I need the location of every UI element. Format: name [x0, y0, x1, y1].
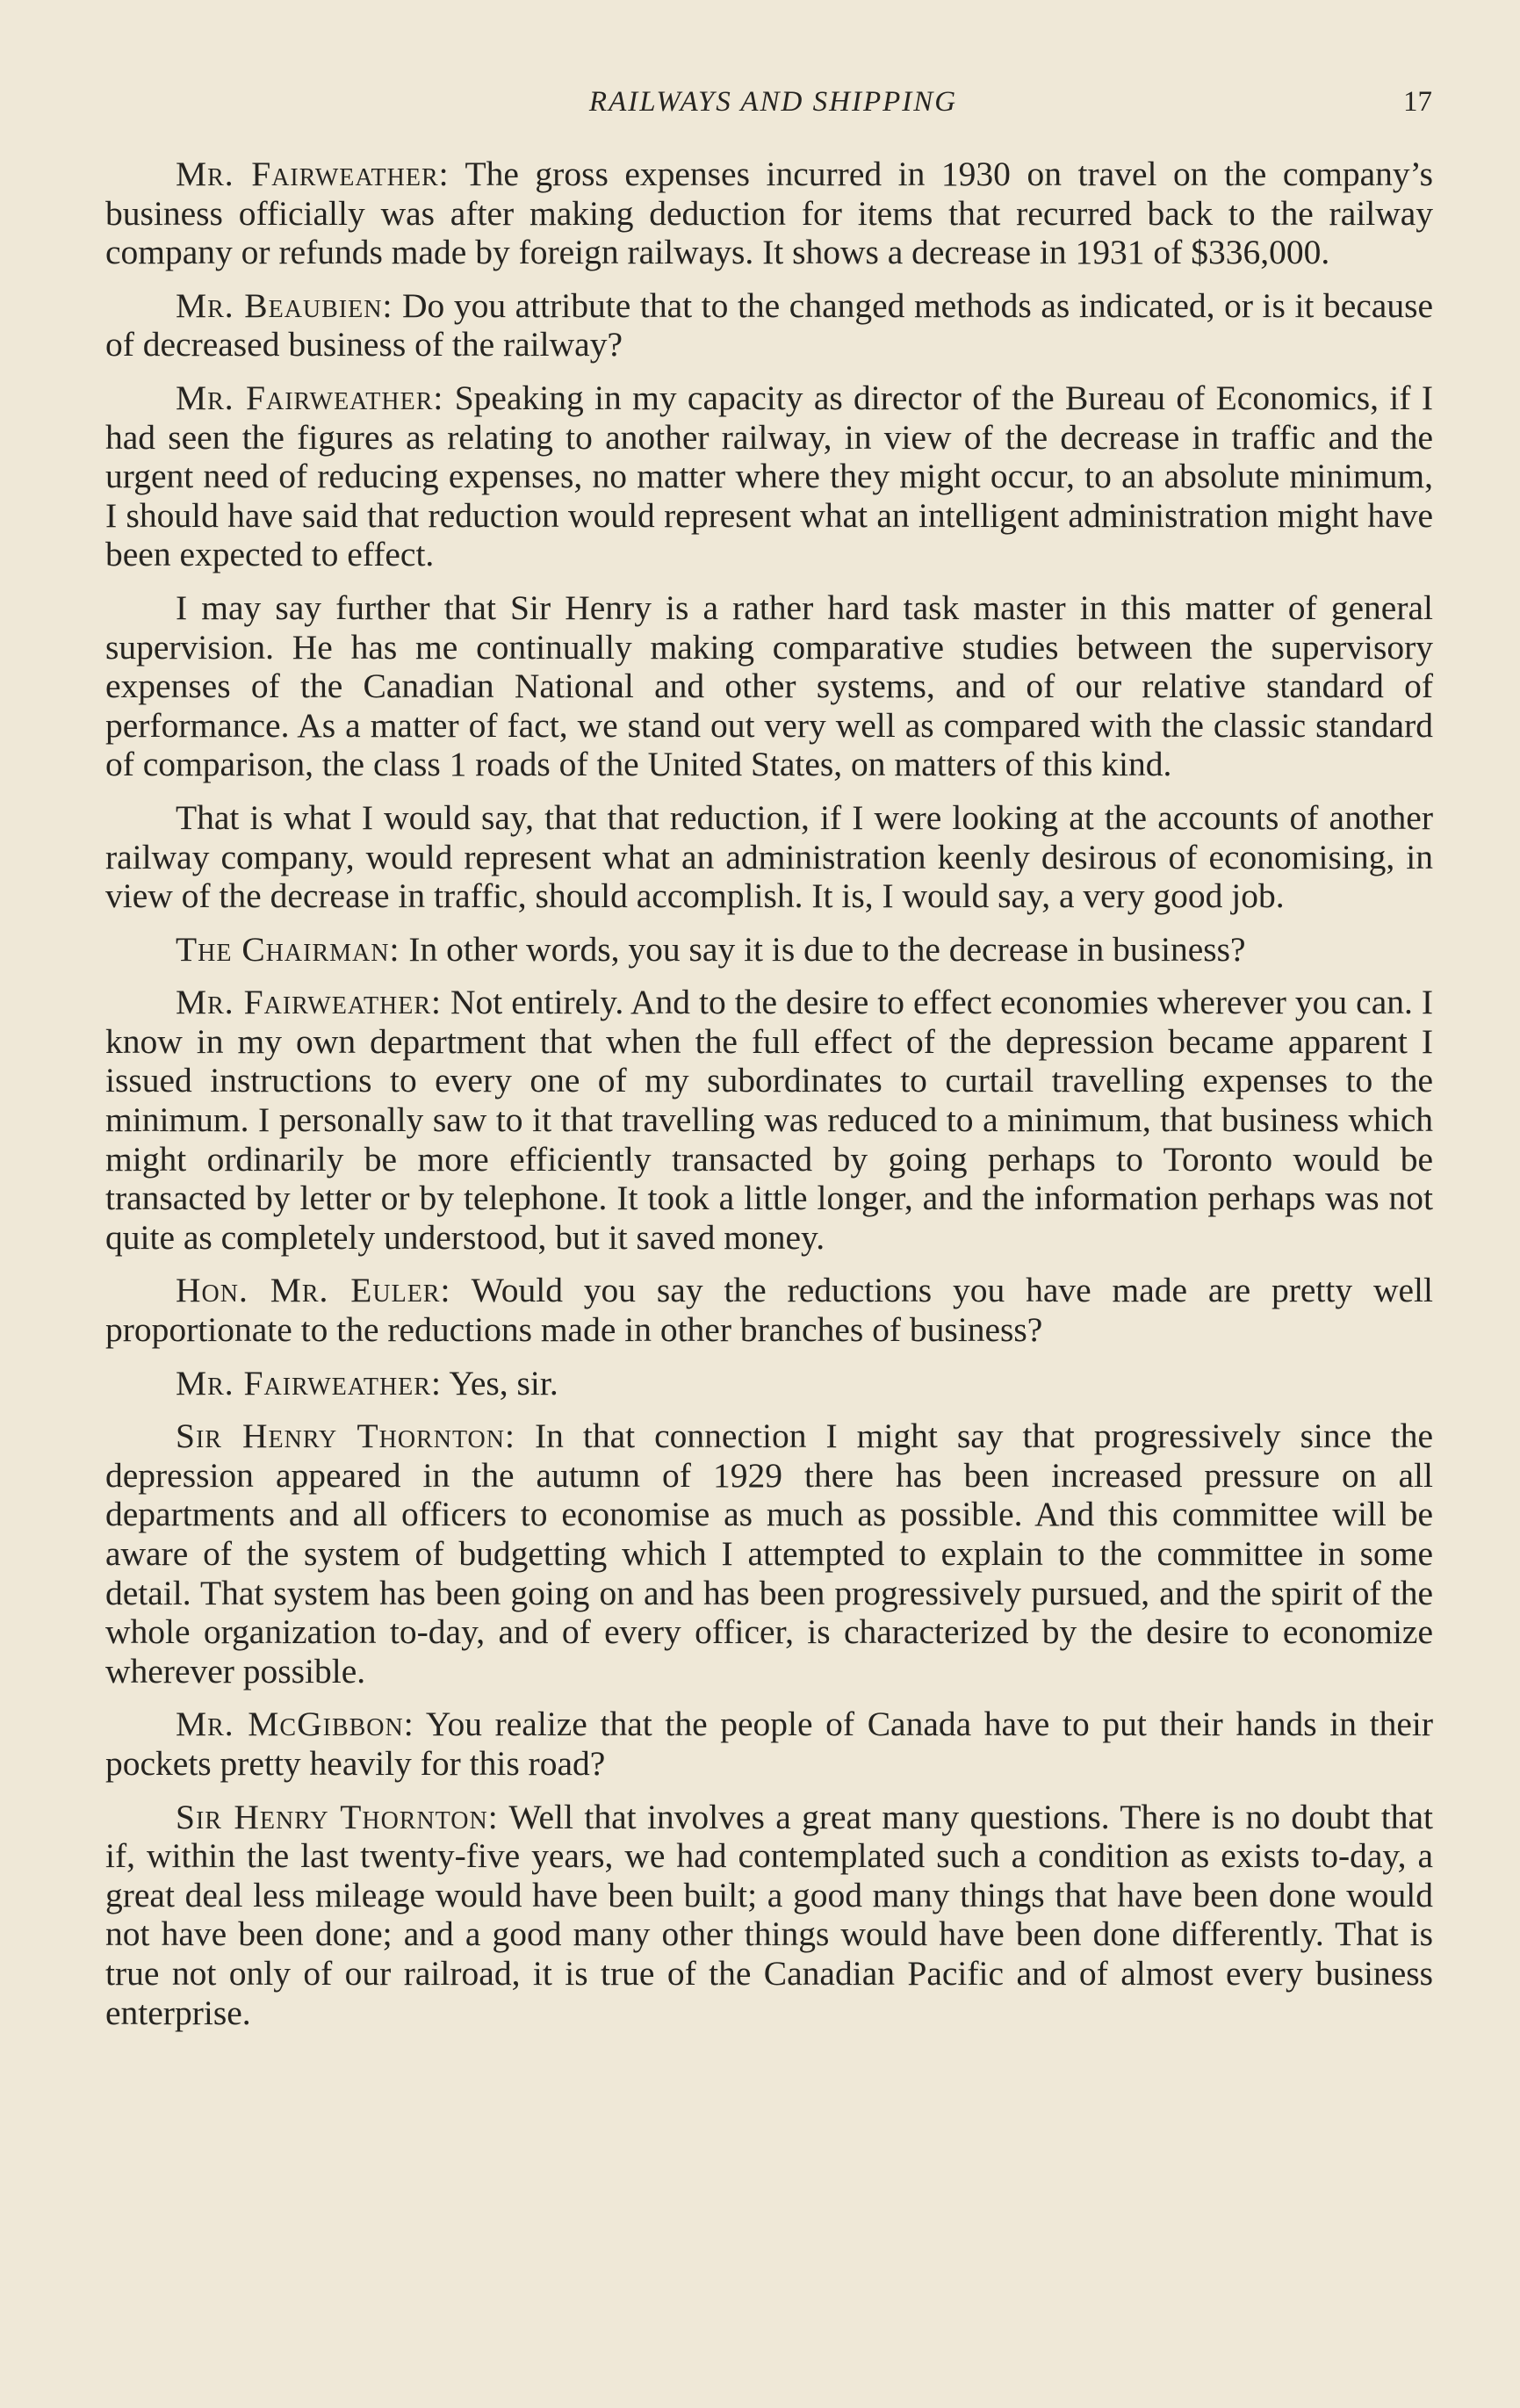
paragraph-text: Well that involves a great many questions. There is no doubt that if, within the last twenty-five years, we had contemplated such a condition as exists to-day, a great deal less mileage would have been built; a good many things that have been done would not have been done; and a good many other things would have been done differently. That is true not only of our railroad, it is true of the Canadian Pacific and of almost every business enterprise.: [105, 1797, 1434, 2032]
speaker-name: Mr. Fairweather:: [176, 155, 450, 193]
paragraph: [105, 1271, 1433, 1349]
running-header: [114, 86, 1432, 125]
paragraph-text: The gross expenses incurred in 1930 on travel on the company’s business officially was after making deduction for items that recurred back to the railway company or refunds made by foreign railways. It shows a decrease in 1931 of $336,000.: [105, 155, 1434, 272]
paragraph: [105, 286, 1433, 364]
paragraph-text: I may say further that Sir Henry is a rather hard task master in this matter of general supervision. He has me continually making comparative studies between the supervisory expenses of the Canadian National and other systems, and of our relative standard of performance. As a matter of fact, we stand out very well as compared with the classic standard of comparison, the class 1 roads of the United States, on matters of this kind.: [105, 588, 1433, 784]
speaker-name: The Chairman:: [176, 929, 400, 969]
paragraph: [105, 1364, 1433, 1403]
paragraph: [105, 1798, 1433, 2033]
paragraph-text: Would you say the reductions you have made are pretty well proportionate to the reductions made in other branches of business?: [105, 1271, 1433, 1350]
paragraph-text: Do you attribute that to the changed methods as indicated, or is it because of decreased business of the railway?: [105, 285, 1433, 364]
page-header-title: RAILWAYS AND SHIPPING: [588, 86, 958, 118]
paragraph-text: Speaking in my capacity as director of the Bureau of Economics, if I had seen the figures as relating to another railway, in view of the decrease in traffic and the urgent need of reducing expenses, no matter where they might occur, to an absolute minimum, I should have said that reduction would represent what an intelligent administration might have been expected to effect.: [105, 378, 1433, 574]
paragraph: [105, 798, 1433, 916]
paragraph: [105, 983, 1433, 1257]
paragraph: [105, 588, 1433, 784]
paragraph: [105, 1705, 1433, 1783]
paragraph-text: That is what I would say, that that reduction, if I were looking at the accounts of another railway company, would represent what an administration keenly desirous of economising, in view of the decrease in traffic, should accomplish. It is, I would say, a very good job.: [105, 797, 1433, 916]
speaker-name: Mr. Fairweather:: [176, 1363, 442, 1402]
transcript-body: [105, 155, 1433, 2046]
speaker-name: Mr. McGibbon:: [176, 1705, 414, 1744]
paragraph: [105, 930, 1433, 970]
paragraph-text: Yes, sir.: [441, 1363, 558, 1402]
paragraph: [105, 1417, 1433, 1691]
speaker-name: Sir Henry Thornton:: [176, 1417, 515, 1456]
speaker-name: Mr. Fairweather:: [176, 983, 443, 1022]
page-number: 17: [1403, 86, 1432, 118]
paragraph-text: You realize that the people of Canada have to put their hands in their pockets pretty heavily for this road?: [105, 1705, 1433, 1783]
paragraph: [105, 379, 1433, 574]
paragraph-text: In other words, you say it is due to the decrease in business?: [400, 929, 1246, 969]
speaker-name: Sir Henry Thornton:: [176, 1797, 499, 1836]
speaker-name: Hon. Mr. Euler:: [176, 1271, 451, 1310]
paragraph-text: In that connection I might say that progressively since the depression appeared in the autumn of 1929 there has been increased pressure on all departments and all officers to economise as much as possible. And this committee will be aware of the system of budgetting which I attempted to explain to the committee in some detail. That system has been going on and has been progressively pursued, and the spirit of the whole organization to-day, and of every officer, is characterized by the desire to economize wherever possible.: [105, 1417, 1433, 1691]
speaker-name: Mr. Beaubien:: [176, 285, 393, 325]
paragraph-text: Not entirely. And to the desire to effect economies wherever you can. I know in my own department that when the full effect of the depression became apparent I issued instructions to every one of my subordinates to curtail travelling expenses to the minimum. I personally saw to it that travelling was reduced to a minimum, that business which might ordinarily be more efficiently transacted by going perhaps to Toronto would be transacted by letter or by telephone. It took a little longer, and the information perhaps was not quite as completely understood, but it saved money.: [105, 983, 1433, 1257]
speaker-name: Mr. Fairweather:: [176, 378, 444, 417]
paragraph: [105, 155, 1433, 272]
